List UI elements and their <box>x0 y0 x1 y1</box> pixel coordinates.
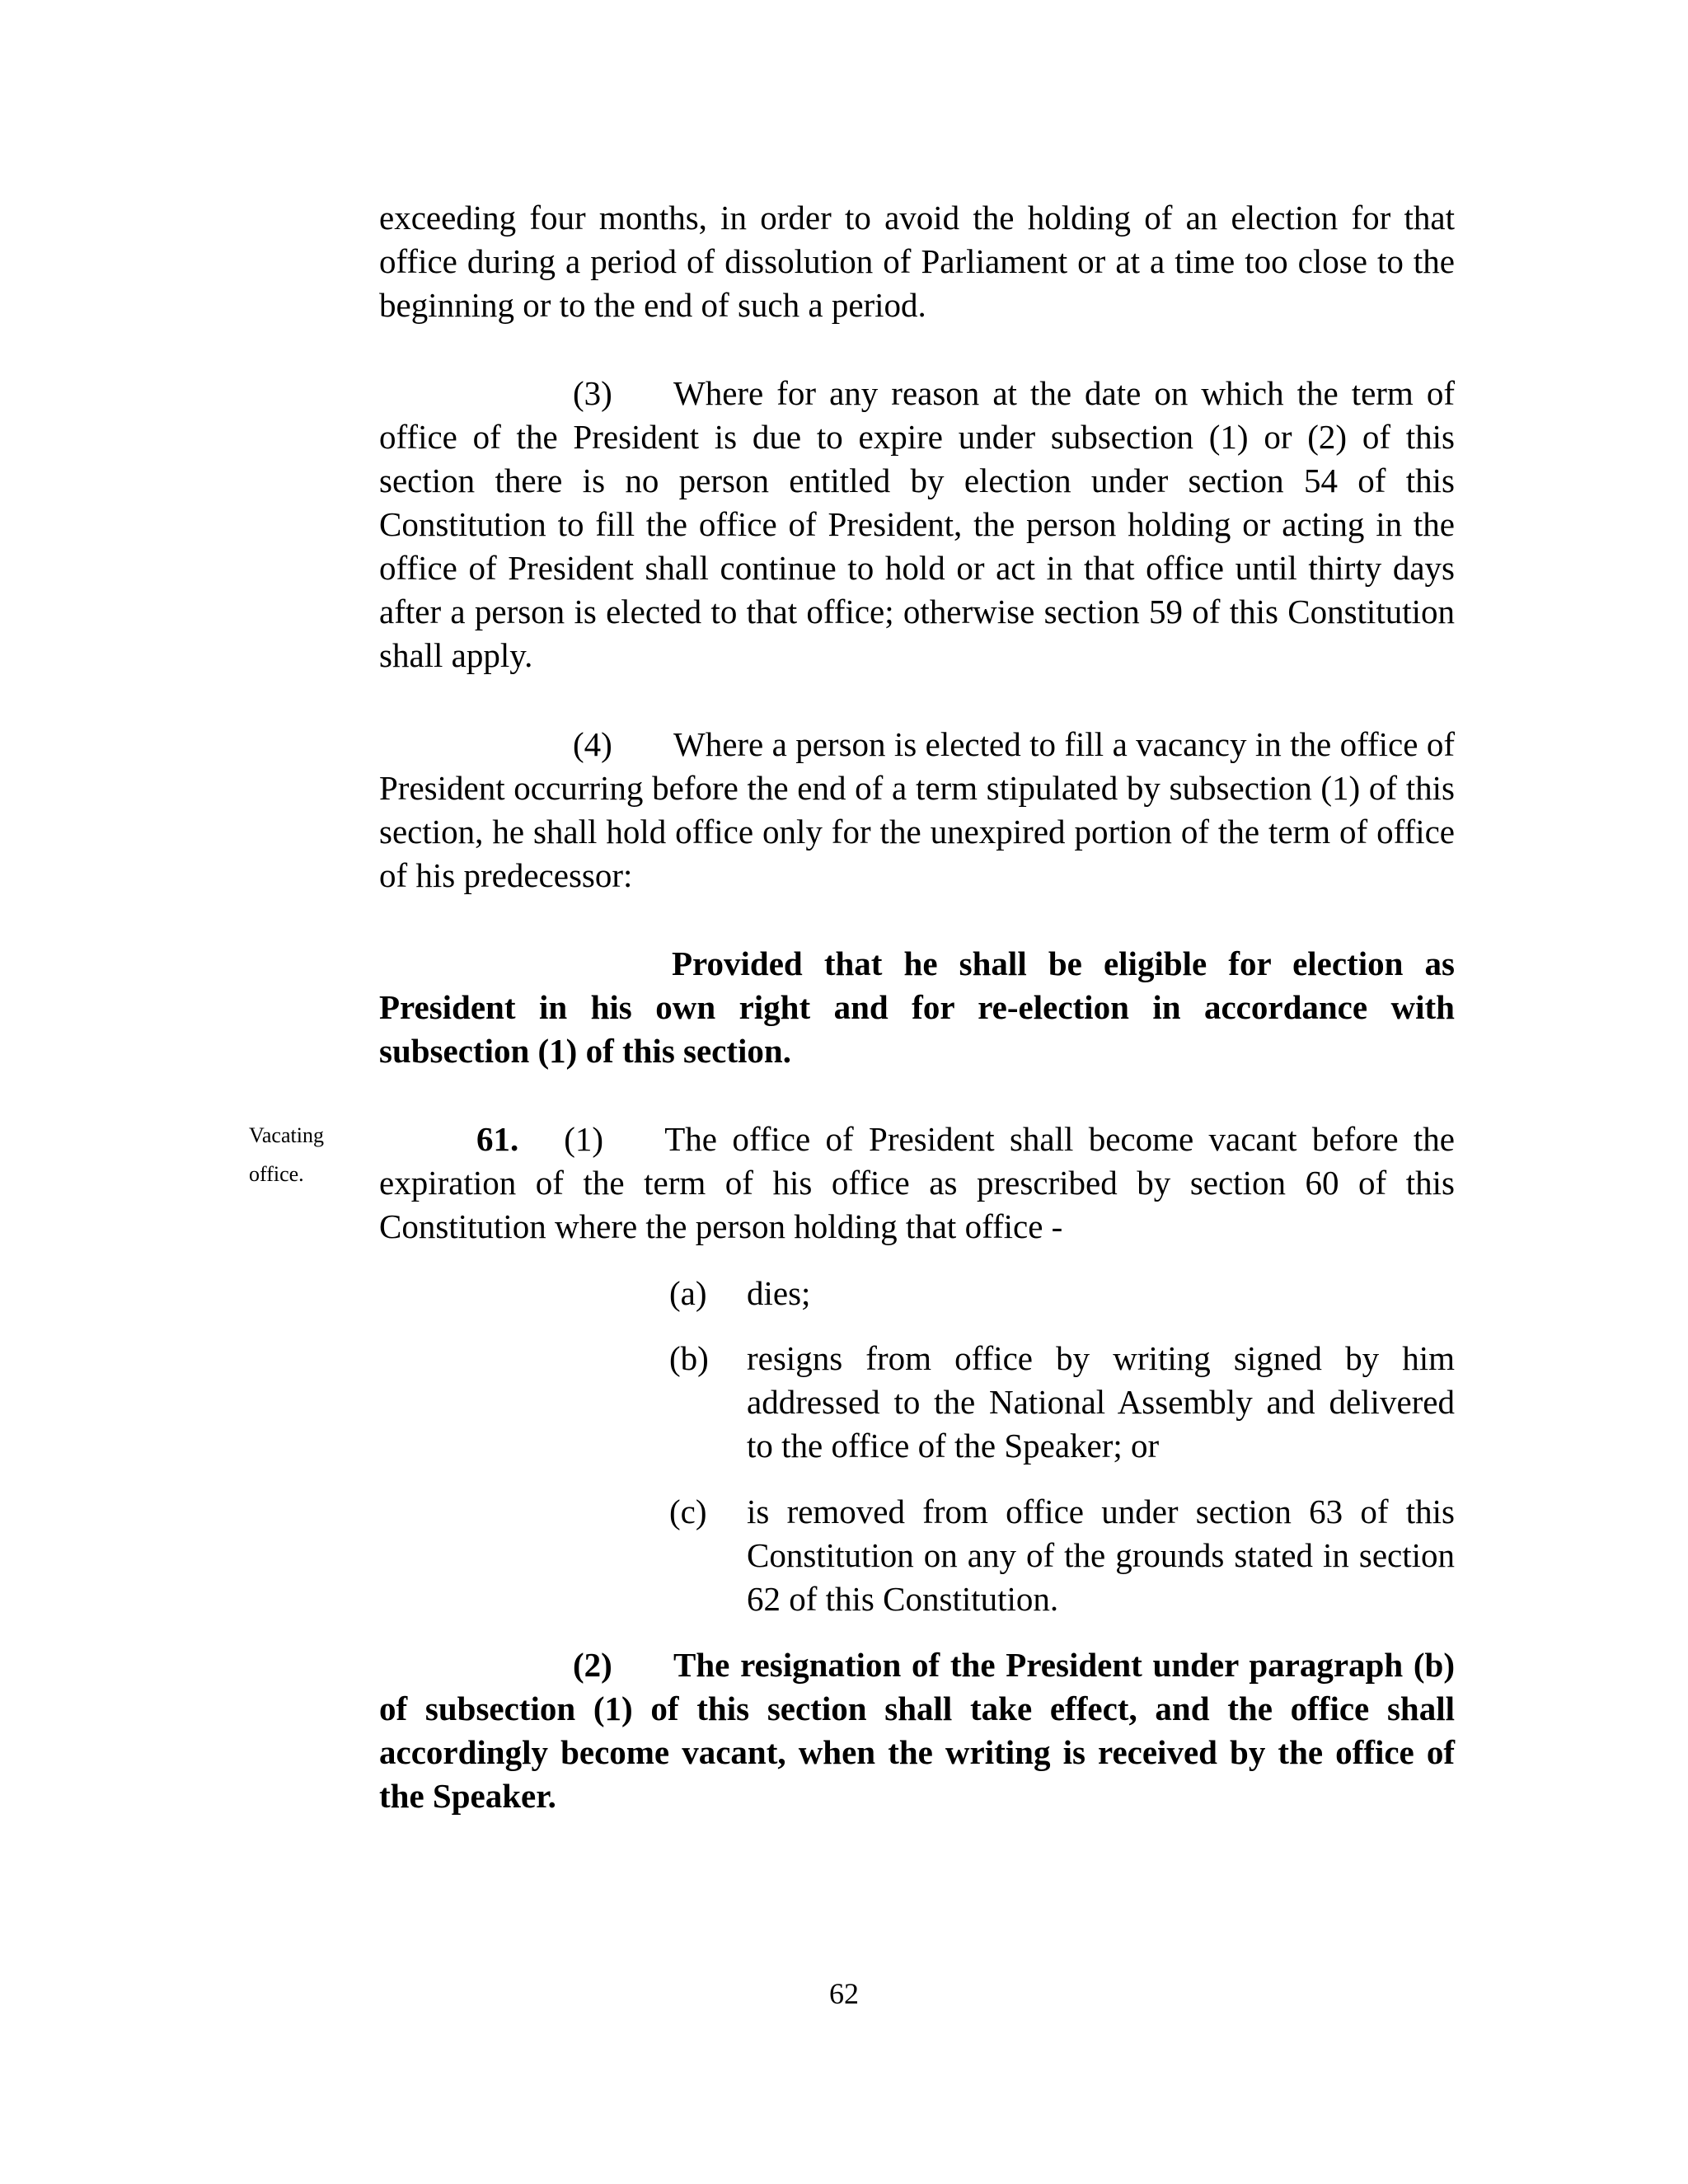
marginal-note <box>249 1116 324 1193</box>
marginal-note-line-1: Vacating <box>249 1123 324 1147</box>
list-text-c: is removed from office under section 63 of this Constitution on any of the grounds stated in section 62 of this Constitution. <box>747 1493 1455 1618</box>
list-text-b: resigns from office by writing signed by him addressed to the National Assembly and delivered to the office of the Speaker; or <box>747 1339 1455 1465</box>
marginal-note-line-2: office. <box>249 1162 304 1186</box>
subsection-4 <box>379 723 1455 898</box>
section-number: 61. <box>476 1120 519 1158</box>
proviso-paragraph <box>379 942 1455 1073</box>
subsection-1-number: (1) <box>564 1120 604 1158</box>
subsection-4-number: (4) <box>573 725 612 763</box>
subsection-3 <box>379 372 1455 677</box>
list-marker-a: (a) <box>669 1274 707 1312</box>
subsection-3-text: Where for any reason at the date on which the term of office of the President is due to expire under subsection (1) or (2) of this section there is no person entitled by election under section 54 of this Constitution to fill the office of President, the person holding or acting in the office of President shall continue to hold or act in that office until thirty days after a person is elected to that office; otherwise section 59 of this Constitution shall apply. <box>379 374 1455 674</box>
continuation-paragraph <box>379 196 1455 327</box>
subsection-1-text: The office of President shall become vacant before the expiration of the term of his office as prescribed by section 60 of this Constitution where the person holding that office - <box>379 1120 1455 1245</box>
proviso-text: Provided that he shall be eligible for election as President in his own right and for re-election in accordance with subsection (1) of this section. <box>379 944 1455 1070</box>
section-61-subsection-1 <box>379 1118 1455 1249</box>
list-text-a: dies; <box>747 1274 811 1312</box>
subsection-2-number: (2) <box>573 1646 612 1684</box>
subsection-3-number: (3) <box>573 374 612 412</box>
subsection-2 <box>379 1643 1455 1818</box>
page-number: 62 <box>829 1977 859 2010</box>
continuation-text: exceeding four months, in order to avoid the holding of an election for that office during a period of dissolution of Parliament or at a time too close to the beginning or to the end of such a period. <box>379 199 1455 324</box>
subsection-4-text: Where a person is elected to fill a vacancy in the office of President occurring before the end of a term stipulated by subsection (1) of this section, he shall hold office only for the unexpired portion of the term of office of his predecessor: <box>379 725 1455 894</box>
list-marker-c: (c) <box>669 1493 707 1530</box>
list-marker-b: (b) <box>669 1339 709 1377</box>
subsection-2-text: The resignation of the President under paragraph (b) of subsection (1) of this section shall take effect, and the office shall accordingly become vacant, when the writing is received by the office of the Speaker. <box>379 1646 1455 1815</box>
